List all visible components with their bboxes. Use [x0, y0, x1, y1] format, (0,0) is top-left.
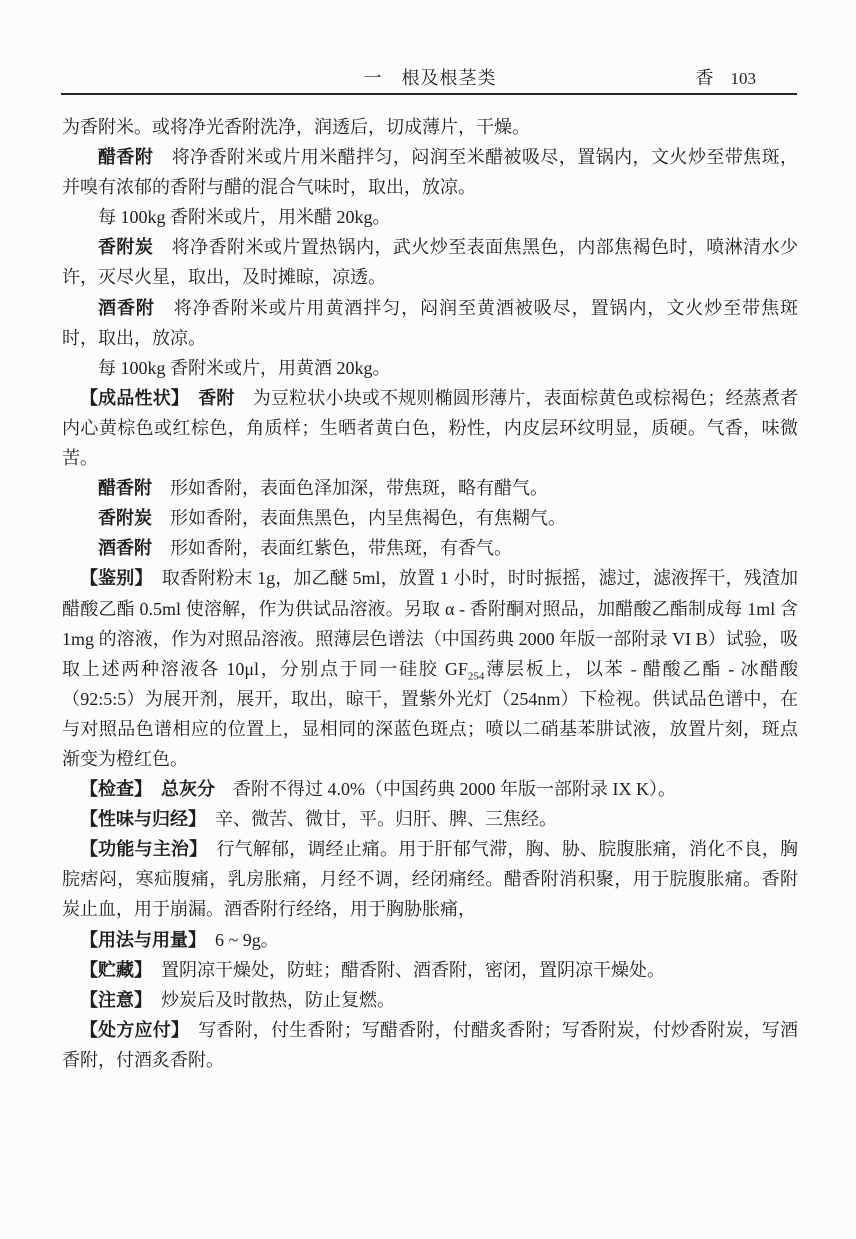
text-run: 取香附粉末 1g，加乙醚 5ml，放置 1 小时，时时振摇，滤过，滤液挥干，残渣加醋酸乙酯 0.5ml 使溶解，作为供试品溶液。另取 α - 香附酮对照品，加醋酸乙酯制成每 1ml 含 1mg 的溶液，作为对照品溶液。照薄层色谱法（中国药典 2000 年版一部附录 VI B）试验，吸取上述两种溶液各 10μl，分别点于同一硅胶 GF — [62, 568, 799, 679]
text-run: 将净香附米或片用黄酒拌匀，闷润至黄酒被吸尽，置锅内，文火炒至带焦斑时，取出，放凉。 — [62, 297, 799, 348]
text-run: 为豆粒状小块或不规则椭圆形薄片，表面棕黄色或棕褐色；经蒸煮者内心黄棕色或红棕色，角质样；生晒者黄白色，粉性，内皮层环纹明显，质硬。气香，味微苦。 — [62, 387, 799, 469]
paragraph — [62, 774, 798, 804]
paragraph — [62, 985, 798, 1015]
text-run: 形如香附，表面红紫色，带焦斑，有香气。 — [152, 538, 512, 559]
term-bold: 【贮藏】 — [80, 959, 143, 980]
term-bold: 【性味与归经】 — [80, 809, 197, 830]
text-run: 为香附米。或将净光香附洗净，润透后，切成薄片，干燥。 — [62, 117, 530, 137]
paragraph — [62, 533, 798, 563]
term-bold: 醋香附 — [98, 478, 152, 499]
text-run: 6 ~ 9g。 — [197, 929, 279, 950]
document-body — [62, 112, 798, 1075]
paragraph — [62, 202, 798, 232]
text-run: 炒炭后及时散热，防止复燃。 — [143, 989, 395, 1010]
term-bold: 【成品性状】 香附 — [80, 387, 235, 408]
term-bold: 酒香附 — [98, 538, 152, 559]
paragraph — [62, 112, 798, 142]
paragraph — [62, 383, 798, 473]
term-bold: 香附炭 — [98, 237, 154, 258]
term-bold: 酒香附 — [98, 297, 155, 318]
term-bold: 【处方应付】 — [80, 1019, 181, 1040]
entry-character: 香 — [695, 68, 714, 88]
paragraph — [62, 804, 798, 834]
text-run: 行气解郁，调经止痛。用于肝郁气滞，胸、胁、脘腹胀痛，消化不良，胸脘痞闷，寒疝腹痛，乳房胀痛，月经不调，经闭痛经。醋香附消积聚，用于脘腹胀痛。香附炭止血，用于崩漏。酒香附行经络，用于胸胁胀痛， — [62, 839, 799, 920]
paragraph — [62, 1015, 798, 1075]
subscript: 254 — [467, 670, 485, 683]
term-bold: 香附炭 — [98, 508, 152, 529]
paragraph — [62, 834, 798, 924]
term-bold: 【用法与用量】 — [80, 929, 197, 950]
term-bold: 醋香附 — [98, 147, 154, 168]
text-run: 每 100kg 香附米或片，用黄酒 20kg。 — [98, 357, 391, 378]
paragraph — [62, 563, 798, 774]
paragraph — [62, 955, 798, 985]
paragraph — [62, 293, 798, 353]
paragraph — [62, 925, 798, 955]
text-run: 将净香附米或片用米醋拌匀，闷润至米醋被吸尽，置锅内，文火炒至带焦斑，并嗅有浓郁的香附与醋的混合气味时，取出，放凉。 — [62, 147, 799, 198]
text-run: 置阴凉干燥处，防蛀；醋香附、酒香附，密闭，置阴凉干燥处。 — [143, 959, 665, 980]
term-bold: 【功能与主治】 — [80, 839, 199, 860]
paragraph — [62, 503, 798, 533]
text-run: 形如香附，表面焦黑色，内呈焦褐色，有焦糊气。 — [152, 508, 566, 529]
term-bold: 【检查】 总灰分 — [80, 779, 215, 800]
paragraph — [62, 353, 798, 383]
paragraph — [62, 473, 798, 503]
page-number: 103 — [730, 69, 756, 88]
paragraph — [62, 232, 798, 292]
running-head — [62, 66, 798, 90]
term-bold: 【鉴别】 — [80, 568, 144, 589]
folio — [696, 66, 757, 91]
text-run: 将净香附米或片置热锅内，武火炒至表面焦黑色，内部焦褐色时，喷淋清水少许，灭尽火星，取出，及时摊晾，凉透。 — [62, 237, 799, 288]
term-bold: 【注意】 — [80, 989, 143, 1010]
header-rule — [61, 93, 797, 95]
text-run: 每 100kg 香附米或片，用米醋 20kg。 — [98, 207, 391, 228]
text-run: 薄层板上，以苯 - 醋酸乙酯 - 冰醋酸（92:5:5）为展开剂，展开，取出，晾干，置紫外光灯（254nm）下检视。供试品色谱中，在与对照品色谱相应的位置上，显相同的深蓝色斑点；喷以二硝基苯肼试液，放置片刻，斑点渐变为橙红色。 — [62, 658, 798, 769]
text-run: 辛、微苦、微甘，平。归肝、脾、三焦经。 — [197, 809, 557, 830]
text-run: 香附不得过 4.0%（中国药典 2000 年版一部附录 IX K）。 — [215, 779, 676, 800]
text-run: 形如香附，表面色泽加深，带焦斑，略有醋气。 — [152, 478, 548, 499]
section-title: 一 根及根茎类 — [363, 68, 497, 88]
text-run: 写香附，付生香附；写醋香附，付醋炙香附；写香附炭，付炒香附炭，写酒香附，付酒炙香附。 — [62, 1019, 798, 1070]
paragraph — [62, 142, 798, 202]
